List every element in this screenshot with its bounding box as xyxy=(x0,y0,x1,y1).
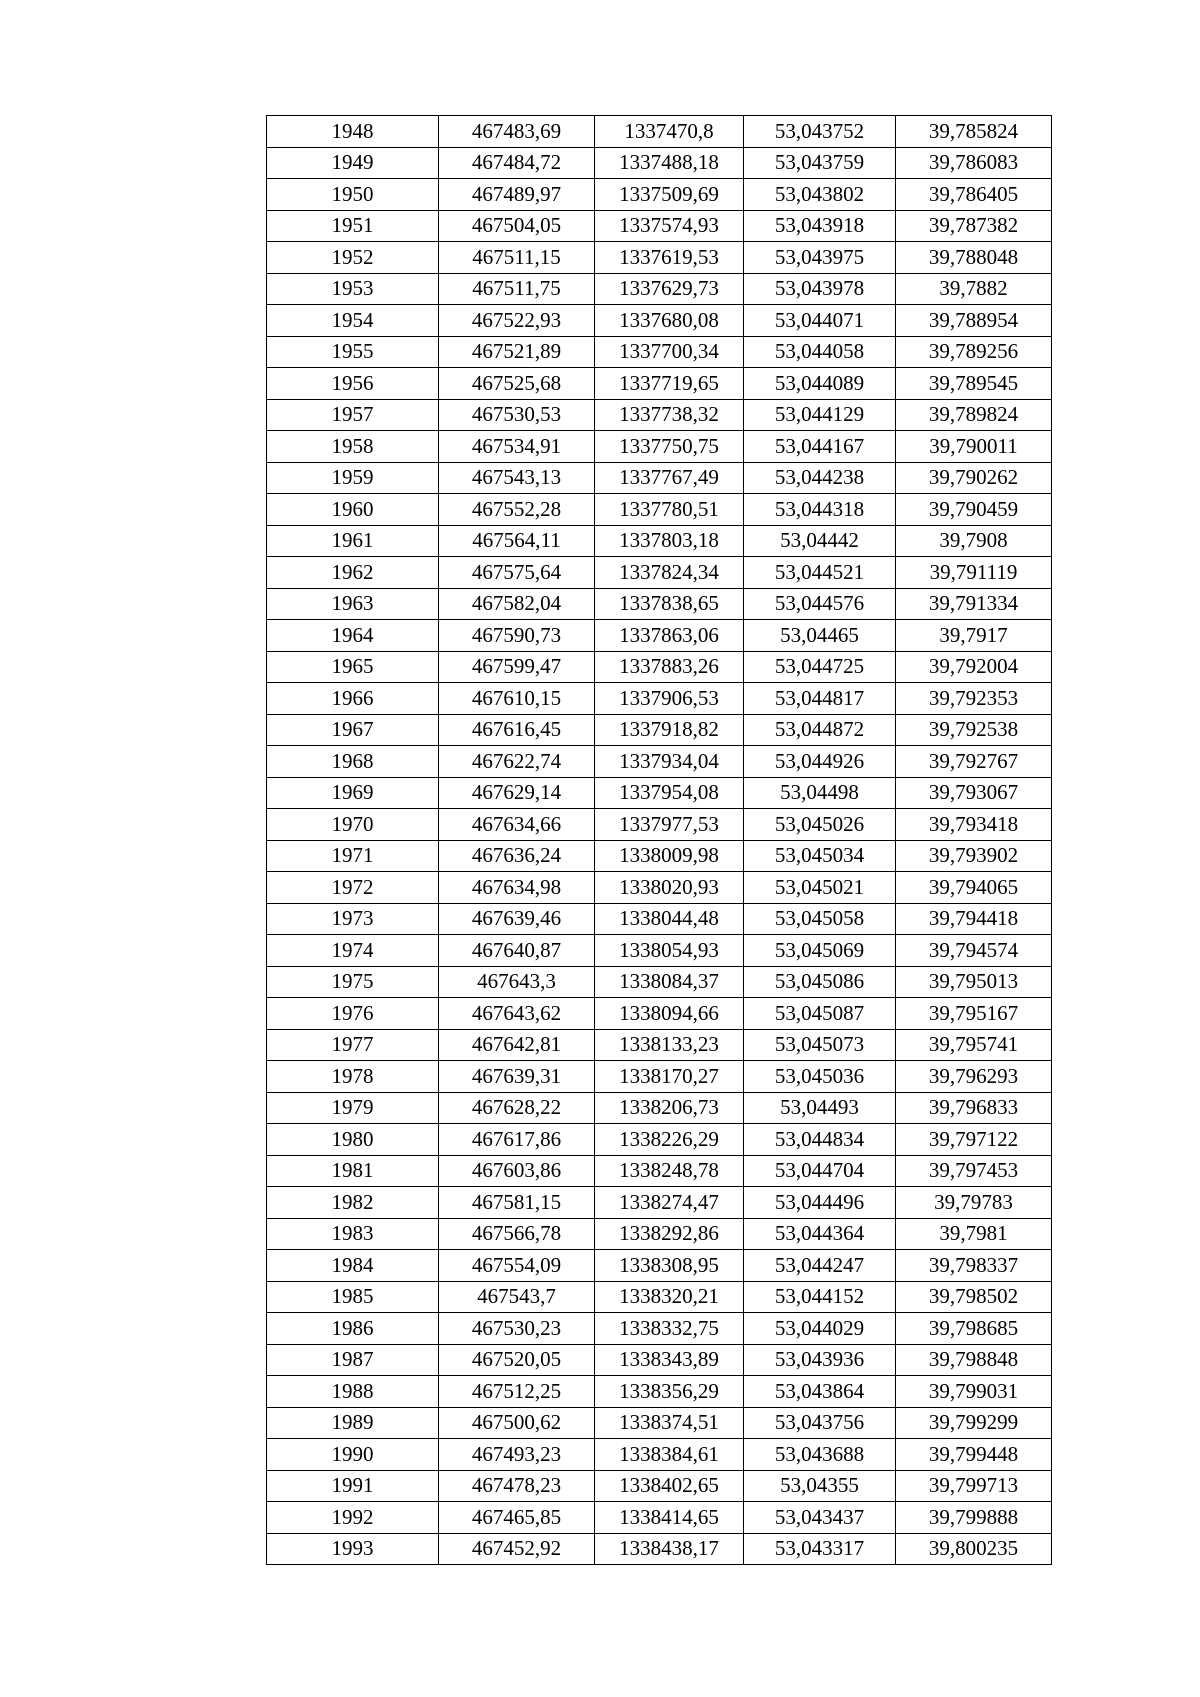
x-coordinate-cell: 467554,09 xyxy=(439,1250,595,1282)
table-row xyxy=(267,1124,1052,1156)
y-coordinate-cell: 1338020,93 xyxy=(595,872,744,904)
latitude-cell: 53,043759 xyxy=(744,147,896,179)
table-row xyxy=(267,903,1052,935)
x-coordinate-cell: 467543,7 xyxy=(439,1281,595,1313)
latitude-cell: 53,044129 xyxy=(744,399,896,431)
point-number-cell: 1954 xyxy=(267,305,439,337)
latitude-cell: 53,043864 xyxy=(744,1376,896,1408)
table-row xyxy=(267,746,1052,778)
longitude-cell: 39,7917 xyxy=(896,620,1052,652)
longitude-cell: 39,786405 xyxy=(896,179,1052,211)
table-row xyxy=(267,1187,1052,1219)
point-number-cell: 1985 xyxy=(267,1281,439,1313)
latitude-cell: 53,044167 xyxy=(744,431,896,463)
y-coordinate-cell: 1337780,51 xyxy=(595,494,744,526)
point-number-cell: 1963 xyxy=(267,588,439,620)
x-coordinate-cell: 467566,78 xyxy=(439,1218,595,1250)
y-coordinate-cell: 1338084,37 xyxy=(595,966,744,998)
table-row xyxy=(267,525,1052,557)
latitude-cell: 53,045069 xyxy=(744,935,896,967)
y-coordinate-cell: 1338170,27 xyxy=(595,1061,744,1093)
y-coordinate-cell: 1338248,78 xyxy=(595,1155,744,1187)
latitude-cell: 53,044364 xyxy=(744,1218,896,1250)
longitude-cell: 39,793067 xyxy=(896,777,1052,809)
y-coordinate-cell: 1338292,86 xyxy=(595,1218,744,1250)
latitude-cell: 53,043688 xyxy=(744,1439,896,1471)
x-coordinate-cell: 467564,11 xyxy=(439,525,595,557)
point-number-cell: 1990 xyxy=(267,1439,439,1471)
latitude-cell: 53,043752 xyxy=(744,116,896,148)
point-number-cell: 1968 xyxy=(267,746,439,778)
table-row xyxy=(267,305,1052,337)
x-coordinate-cell: 467640,87 xyxy=(439,935,595,967)
x-coordinate-cell: 467520,05 xyxy=(439,1344,595,1376)
y-coordinate-cell: 1337767,49 xyxy=(595,462,744,494)
point-number-cell: 1956 xyxy=(267,368,439,400)
table-row xyxy=(267,1470,1052,1502)
longitude-cell: 39,793418 xyxy=(896,809,1052,841)
x-coordinate-cell: 467629,14 xyxy=(439,777,595,809)
y-coordinate-cell: 1337719,65 xyxy=(595,368,744,400)
x-coordinate-cell: 467599,47 xyxy=(439,651,595,683)
x-coordinate-cell: 467582,04 xyxy=(439,588,595,620)
latitude-cell: 53,044247 xyxy=(744,1250,896,1282)
x-coordinate-cell: 467575,64 xyxy=(439,557,595,589)
table-row xyxy=(267,1218,1052,1250)
x-coordinate-cell: 467639,31 xyxy=(439,1061,595,1093)
point-number-cell: 1965 xyxy=(267,651,439,683)
x-coordinate-cell: 467489,97 xyxy=(439,179,595,211)
table-row xyxy=(267,1061,1052,1093)
point-number-cell: 1961 xyxy=(267,525,439,557)
x-coordinate-cell: 467590,73 xyxy=(439,620,595,652)
y-coordinate-cell: 1337883,26 xyxy=(595,651,744,683)
latitude-cell: 53,04493 xyxy=(744,1092,896,1124)
longitude-cell: 39,796293 xyxy=(896,1061,1052,1093)
longitude-cell: 39,798685 xyxy=(896,1313,1052,1345)
longitude-cell: 39,792767 xyxy=(896,746,1052,778)
y-coordinate-cell: 1337803,18 xyxy=(595,525,744,557)
point-number-cell: 1958 xyxy=(267,431,439,463)
latitude-cell: 53,043802 xyxy=(744,179,896,211)
x-coordinate-cell: 467512,25 xyxy=(439,1376,595,1408)
latitude-cell: 53,044071 xyxy=(744,305,896,337)
point-number-cell: 1993 xyxy=(267,1533,439,1565)
x-coordinate-cell: 467530,53 xyxy=(439,399,595,431)
longitude-cell: 39,79783 xyxy=(896,1187,1052,1219)
point-number-cell: 1950 xyxy=(267,179,439,211)
y-coordinate-cell: 1338384,61 xyxy=(595,1439,744,1471)
table-row xyxy=(267,368,1052,400)
longitude-cell: 39,785824 xyxy=(896,116,1052,148)
point-number-cell: 1983 xyxy=(267,1218,439,1250)
table-row xyxy=(267,1439,1052,1471)
table-row xyxy=(267,809,1052,841)
table-row xyxy=(267,683,1052,715)
y-coordinate-cell: 1337738,32 xyxy=(595,399,744,431)
table-row xyxy=(267,336,1052,368)
latitude-cell: 53,045087 xyxy=(744,998,896,1030)
table-row xyxy=(267,1376,1052,1408)
y-coordinate-cell: 1338402,65 xyxy=(595,1470,744,1502)
latitude-cell: 53,044926 xyxy=(744,746,896,778)
point-number-cell: 1976 xyxy=(267,998,439,1030)
latitude-cell: 53,044496 xyxy=(744,1187,896,1219)
latitude-cell: 53,043936 xyxy=(744,1344,896,1376)
point-number-cell: 1948 xyxy=(267,116,439,148)
x-coordinate-cell: 467617,86 xyxy=(439,1124,595,1156)
longitude-cell: 39,800235 xyxy=(896,1533,1052,1565)
y-coordinate-cell: 1338054,93 xyxy=(595,935,744,967)
longitude-cell: 39,797122 xyxy=(896,1124,1052,1156)
y-coordinate-cell: 1337629,73 xyxy=(595,273,744,305)
table-row xyxy=(267,242,1052,274)
longitude-cell: 39,788048 xyxy=(896,242,1052,274)
y-coordinate-cell: 1337977,53 xyxy=(595,809,744,841)
longitude-cell: 39,794574 xyxy=(896,935,1052,967)
latitude-cell: 53,044872 xyxy=(744,714,896,746)
point-number-cell: 1960 xyxy=(267,494,439,526)
longitude-cell: 39,7882 xyxy=(896,273,1052,305)
x-coordinate-cell: 467628,22 xyxy=(439,1092,595,1124)
point-number-cell: 1952 xyxy=(267,242,439,274)
longitude-cell: 39,795167 xyxy=(896,998,1052,1030)
y-coordinate-cell: 1338009,98 xyxy=(595,840,744,872)
longitude-cell: 39,798848 xyxy=(896,1344,1052,1376)
table-row xyxy=(267,1502,1052,1534)
table-row xyxy=(267,1281,1052,1313)
y-coordinate-cell: 1338343,89 xyxy=(595,1344,744,1376)
y-coordinate-cell: 1337838,65 xyxy=(595,588,744,620)
table-row xyxy=(267,1313,1052,1345)
x-coordinate-cell: 467465,85 xyxy=(439,1502,595,1534)
point-number-cell: 1982 xyxy=(267,1187,439,1219)
longitude-cell: 39,788954 xyxy=(896,305,1052,337)
point-number-cell: 1969 xyxy=(267,777,439,809)
table-row xyxy=(267,431,1052,463)
x-coordinate-cell: 467452,92 xyxy=(439,1533,595,1565)
latitude-cell: 53,044725 xyxy=(744,651,896,683)
latitude-cell: 53,045086 xyxy=(744,966,896,998)
longitude-cell: 39,789824 xyxy=(896,399,1052,431)
latitude-cell: 53,04442 xyxy=(744,525,896,557)
table-row xyxy=(267,714,1052,746)
point-number-cell: 1978 xyxy=(267,1061,439,1093)
table-row xyxy=(267,273,1052,305)
latitude-cell: 53,044834 xyxy=(744,1124,896,1156)
longitude-cell: 39,799031 xyxy=(896,1376,1052,1408)
table-row xyxy=(267,494,1052,526)
latitude-cell: 53,044058 xyxy=(744,336,896,368)
latitude-cell: 53,044576 xyxy=(744,588,896,620)
table-row xyxy=(267,147,1052,179)
latitude-cell: 53,045058 xyxy=(744,903,896,935)
point-number-cell: 1973 xyxy=(267,903,439,935)
table-row xyxy=(267,1092,1052,1124)
longitude-cell: 39,791334 xyxy=(896,588,1052,620)
table-row xyxy=(267,966,1052,998)
table-row xyxy=(267,1155,1052,1187)
point-number-cell: 1979 xyxy=(267,1092,439,1124)
table-row xyxy=(267,840,1052,872)
table-row xyxy=(267,777,1052,809)
x-coordinate-cell: 467610,15 xyxy=(439,683,595,715)
x-coordinate-cell: 467525,68 xyxy=(439,368,595,400)
x-coordinate-cell: 467493,23 xyxy=(439,1439,595,1471)
latitude-cell: 53,043317 xyxy=(744,1533,896,1565)
point-number-cell: 1955 xyxy=(267,336,439,368)
longitude-cell: 39,787382 xyxy=(896,210,1052,242)
table-row xyxy=(267,1250,1052,1282)
y-coordinate-cell: 1337906,53 xyxy=(595,683,744,715)
y-coordinate-cell: 1337750,75 xyxy=(595,431,744,463)
point-number-cell: 1987 xyxy=(267,1344,439,1376)
point-number-cell: 1964 xyxy=(267,620,439,652)
table-row xyxy=(267,935,1052,967)
longitude-cell: 39,791119 xyxy=(896,557,1052,589)
x-coordinate-cell: 467478,23 xyxy=(439,1470,595,1502)
longitude-cell: 39,792538 xyxy=(896,714,1052,746)
longitude-cell: 39,799299 xyxy=(896,1407,1052,1439)
y-coordinate-cell: 1338320,21 xyxy=(595,1281,744,1313)
y-coordinate-cell: 1337619,53 xyxy=(595,242,744,274)
longitude-cell: 39,798502 xyxy=(896,1281,1052,1313)
point-number-cell: 1986 xyxy=(267,1313,439,1345)
point-number-cell: 1949 xyxy=(267,147,439,179)
y-coordinate-cell: 1337918,82 xyxy=(595,714,744,746)
table-row xyxy=(267,998,1052,1030)
longitude-cell: 39,797453 xyxy=(896,1155,1052,1187)
x-coordinate-cell: 467603,86 xyxy=(439,1155,595,1187)
y-coordinate-cell: 1337574,93 xyxy=(595,210,744,242)
point-number-cell: 1971 xyxy=(267,840,439,872)
x-coordinate-cell: 467483,69 xyxy=(439,116,595,148)
y-coordinate-cell: 1337954,08 xyxy=(595,777,744,809)
latitude-cell: 53,043756 xyxy=(744,1407,896,1439)
x-coordinate-cell: 467634,66 xyxy=(439,809,595,841)
point-number-cell: 1980 xyxy=(267,1124,439,1156)
latitude-cell: 53,043975 xyxy=(744,242,896,274)
latitude-cell: 53,045021 xyxy=(744,872,896,904)
longitude-cell: 39,794418 xyxy=(896,903,1052,935)
x-coordinate-cell: 467643,62 xyxy=(439,998,595,1030)
latitude-cell: 53,043978 xyxy=(744,273,896,305)
table-row xyxy=(267,588,1052,620)
latitude-cell: 53,045026 xyxy=(744,809,896,841)
latitude-cell: 53,043437 xyxy=(744,1502,896,1534)
table-row xyxy=(267,462,1052,494)
y-coordinate-cell: 1338308,95 xyxy=(595,1250,744,1282)
latitude-cell: 53,044318 xyxy=(744,494,896,526)
longitude-cell: 39,790262 xyxy=(896,462,1052,494)
point-number-cell: 1975 xyxy=(267,966,439,998)
x-coordinate-cell: 467534,91 xyxy=(439,431,595,463)
longitude-cell: 39,799448 xyxy=(896,1439,1052,1471)
point-number-cell: 1991 xyxy=(267,1470,439,1502)
x-coordinate-cell: 467642,81 xyxy=(439,1029,595,1061)
table-row xyxy=(267,651,1052,683)
table-row xyxy=(267,620,1052,652)
x-coordinate-cell: 467622,74 xyxy=(439,746,595,778)
x-coordinate-cell: 467511,75 xyxy=(439,273,595,305)
table-row xyxy=(267,399,1052,431)
y-coordinate-cell: 1337863,06 xyxy=(595,620,744,652)
table-row xyxy=(267,557,1052,589)
table-row xyxy=(267,179,1052,211)
x-coordinate-cell: 467504,05 xyxy=(439,210,595,242)
x-coordinate-cell: 467643,3 xyxy=(439,966,595,998)
point-number-cell: 1972 xyxy=(267,872,439,904)
y-coordinate-cell: 1337824,34 xyxy=(595,557,744,589)
table-row xyxy=(267,116,1052,148)
table-row xyxy=(267,1533,1052,1565)
latitude-cell: 53,043918 xyxy=(744,210,896,242)
x-coordinate-cell: 467500,62 xyxy=(439,1407,595,1439)
longitude-cell: 39,790459 xyxy=(896,494,1052,526)
coordinates-table-body xyxy=(267,116,1052,1565)
table-row xyxy=(267,1407,1052,1439)
longitude-cell: 39,795013 xyxy=(896,966,1052,998)
longitude-cell: 39,789545 xyxy=(896,368,1052,400)
x-coordinate-cell: 467634,98 xyxy=(439,872,595,904)
point-number-cell: 1966 xyxy=(267,683,439,715)
table-row xyxy=(267,210,1052,242)
point-number-cell: 1981 xyxy=(267,1155,439,1187)
y-coordinate-cell: 1337470,8 xyxy=(595,116,744,148)
point-number-cell: 1984 xyxy=(267,1250,439,1282)
table-row xyxy=(267,872,1052,904)
latitude-cell: 53,044704 xyxy=(744,1155,896,1187)
y-coordinate-cell: 1338414,65 xyxy=(595,1502,744,1534)
point-number-cell: 1970 xyxy=(267,809,439,841)
longitude-cell: 39,792353 xyxy=(896,683,1052,715)
longitude-cell: 39,793902 xyxy=(896,840,1052,872)
x-coordinate-cell: 467552,28 xyxy=(439,494,595,526)
x-coordinate-cell: 467522,93 xyxy=(439,305,595,337)
y-coordinate-cell: 1338332,75 xyxy=(595,1313,744,1345)
point-number-cell: 1953 xyxy=(267,273,439,305)
y-coordinate-cell: 1338274,47 xyxy=(595,1187,744,1219)
y-coordinate-cell: 1338206,73 xyxy=(595,1092,744,1124)
y-coordinate-cell: 1338374,51 xyxy=(595,1407,744,1439)
y-coordinate-cell: 1338226,29 xyxy=(595,1124,744,1156)
longitude-cell: 39,798337 xyxy=(896,1250,1052,1282)
coordinates-table xyxy=(266,115,1052,1565)
x-coordinate-cell: 467530,23 xyxy=(439,1313,595,1345)
x-coordinate-cell: 467484,72 xyxy=(439,147,595,179)
point-number-cell: 1989 xyxy=(267,1407,439,1439)
x-coordinate-cell: 467636,24 xyxy=(439,840,595,872)
point-number-cell: 1988 xyxy=(267,1376,439,1408)
y-coordinate-cell: 1338356,29 xyxy=(595,1376,744,1408)
point-number-cell: 1957 xyxy=(267,399,439,431)
longitude-cell: 39,786083 xyxy=(896,147,1052,179)
x-coordinate-cell: 467521,89 xyxy=(439,336,595,368)
point-number-cell: 1974 xyxy=(267,935,439,967)
longitude-cell: 39,799888 xyxy=(896,1502,1052,1534)
latitude-cell: 53,044089 xyxy=(744,368,896,400)
latitude-cell: 53,04355 xyxy=(744,1470,896,1502)
latitude-cell: 53,044817 xyxy=(744,683,896,715)
longitude-cell: 39,789256 xyxy=(896,336,1052,368)
x-coordinate-cell: 467581,15 xyxy=(439,1187,595,1219)
longitude-cell: 39,792004 xyxy=(896,651,1052,683)
latitude-cell: 53,045034 xyxy=(744,840,896,872)
point-number-cell: 1959 xyxy=(267,462,439,494)
x-coordinate-cell: 467543,13 xyxy=(439,462,595,494)
longitude-cell: 39,799713 xyxy=(896,1470,1052,1502)
x-coordinate-cell: 467639,46 xyxy=(439,903,595,935)
x-coordinate-cell: 467511,15 xyxy=(439,242,595,274)
point-number-cell: 1962 xyxy=(267,557,439,589)
longitude-cell: 39,7908 xyxy=(896,525,1052,557)
point-number-cell: 1977 xyxy=(267,1029,439,1061)
y-coordinate-cell: 1337509,69 xyxy=(595,179,744,211)
longitude-cell: 39,795741 xyxy=(896,1029,1052,1061)
latitude-cell: 53,045036 xyxy=(744,1061,896,1093)
y-coordinate-cell: 1337700,34 xyxy=(595,336,744,368)
longitude-cell: 39,7981 xyxy=(896,1218,1052,1250)
longitude-cell: 39,790011 xyxy=(896,431,1052,463)
point-number-cell: 1967 xyxy=(267,714,439,746)
y-coordinate-cell: 1337934,04 xyxy=(595,746,744,778)
longitude-cell: 39,794065 xyxy=(896,872,1052,904)
latitude-cell: 53,044152 xyxy=(744,1281,896,1313)
point-number-cell: 1992 xyxy=(267,1502,439,1534)
latitude-cell: 53,044521 xyxy=(744,557,896,589)
y-coordinate-cell: 1337680,08 xyxy=(595,305,744,337)
longitude-cell: 39,796833 xyxy=(896,1092,1052,1124)
point-number-cell: 1951 xyxy=(267,210,439,242)
y-coordinate-cell: 1338438,17 xyxy=(595,1533,744,1565)
latitude-cell: 53,04465 xyxy=(744,620,896,652)
y-coordinate-cell: 1338044,48 xyxy=(595,903,744,935)
latitude-cell: 53,044238 xyxy=(744,462,896,494)
x-coordinate-cell: 467616,45 xyxy=(439,714,595,746)
y-coordinate-cell: 1337488,18 xyxy=(595,147,744,179)
latitude-cell: 53,04498 xyxy=(744,777,896,809)
table-row xyxy=(267,1029,1052,1061)
table-row xyxy=(267,1344,1052,1376)
y-coordinate-cell: 1338094,66 xyxy=(595,998,744,1030)
y-coordinate-cell: 1338133,23 xyxy=(595,1029,744,1061)
latitude-cell: 53,045073 xyxy=(744,1029,896,1061)
latitude-cell: 53,044029 xyxy=(744,1313,896,1345)
